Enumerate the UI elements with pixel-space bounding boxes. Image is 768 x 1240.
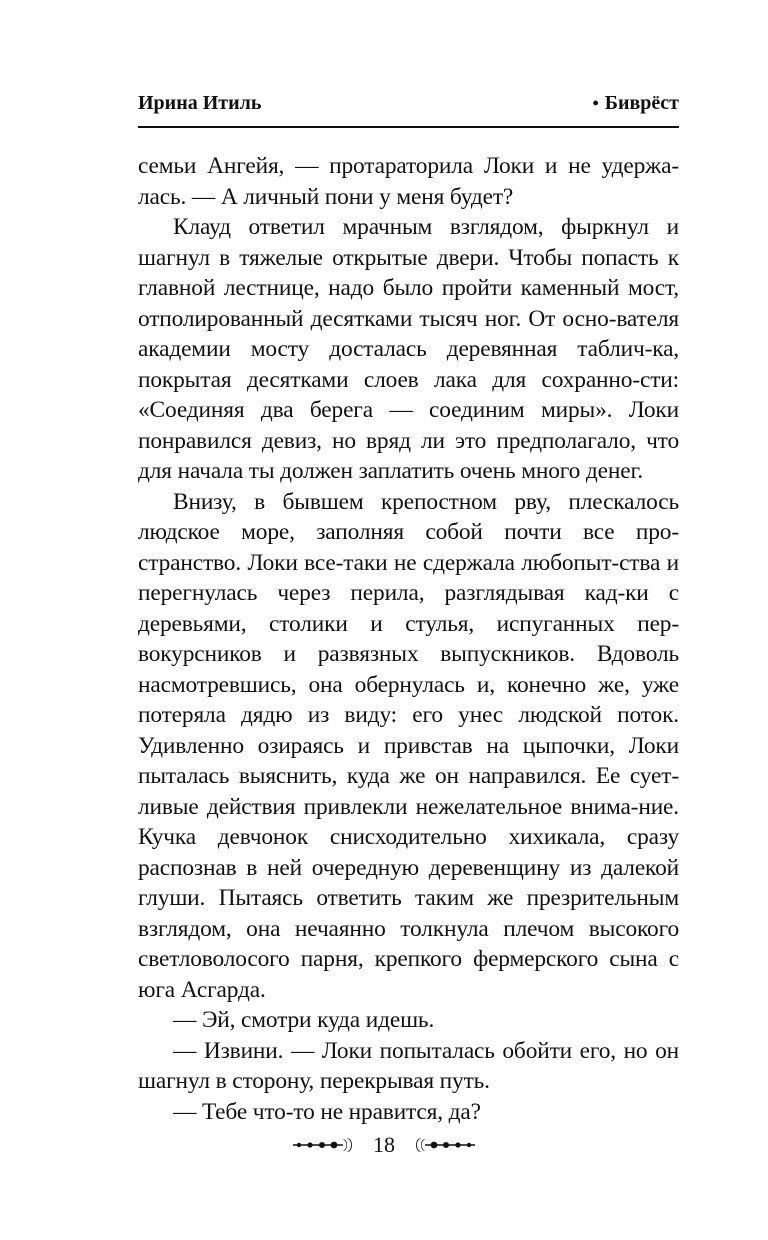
- header-title: Биврёст: [604, 92, 679, 114]
- dialogue-line: — Тебе что-то не нравится, да?: [173, 1098, 481, 1125]
- dialogue-line: — Извини. — Локи попыталась обойти его, но он шагнул в сторону, перекрывая путь.: [138, 1037, 679, 1094]
- right-ornament-icon: [407, 1137, 477, 1153]
- paragraph: Клауд ответил мрачным взглядом, фыркнул и шагнул в тяжелые открытые двери. Чтобы попасть к главной лестнице, надо было пройти каменный мост, отполированный десятками тысяч ног. От осно-вателя академии мосту досталась деревянная таблич-ка, покрытая десятками слоев лака для сохранно-сти: «Соединяя два берега — соединим миры». Локи понравился девиз, но вряд ли это предполагало, что для начала ты должен заплатить очень много денег.: [138, 214, 679, 484]
- dialogue-line: — Эй, смотри куда идешь.: [173, 1007, 435, 1033]
- bullet-icon: •: [592, 93, 599, 113]
- left-ornament-icon: [291, 1137, 361, 1153]
- paragraph: Внизу, в бывшем крепостном рву, плескалось людское море, заполняя собой почти все про-странство. Локи все-таки не сдержала любопыт-ства и перегнулась через перила, разглядывая кад-ки с деревьями, столики и стулья, испуганных пер-вокурсников и развязных выпускников. Вдоволь насмотревшись, она обернулась и, конечно же, уже потеряла дядю из виду: его унес людской поток. Удивленно озираясь и привстав на цыпочки, Локи пыталась выяснить, куда же он направился. Ее сует-ливые действия привлекли нежелательное внима-ние. Кучка девчонок снисходительно хихикала, сразу распознав в ней очередную деревенщину из далекой глуши. Пытаясь ответить таким же презрительным взглядом, она нечаянно толкнула плечом высокого светловолосого парня, крепкого фермерского сына с юга Асгарда.: [138, 488, 679, 1003]
- page-footer: [0, 1128, 768, 1162]
- header-rule: [138, 126, 679, 128]
- page-number: 18: [373, 1132, 395, 1157]
- running-header: [138, 92, 679, 122]
- paragraph-continuation: семьи Ангейя, — протараторила Локи и не удержа-лась. — А личный пони у меня будет?: [138, 153, 679, 210]
- body-text: [138, 151, 679, 1127]
- header-author: Ирина Итиль: [138, 92, 262, 114]
- header-title-group: [592, 92, 679, 115]
